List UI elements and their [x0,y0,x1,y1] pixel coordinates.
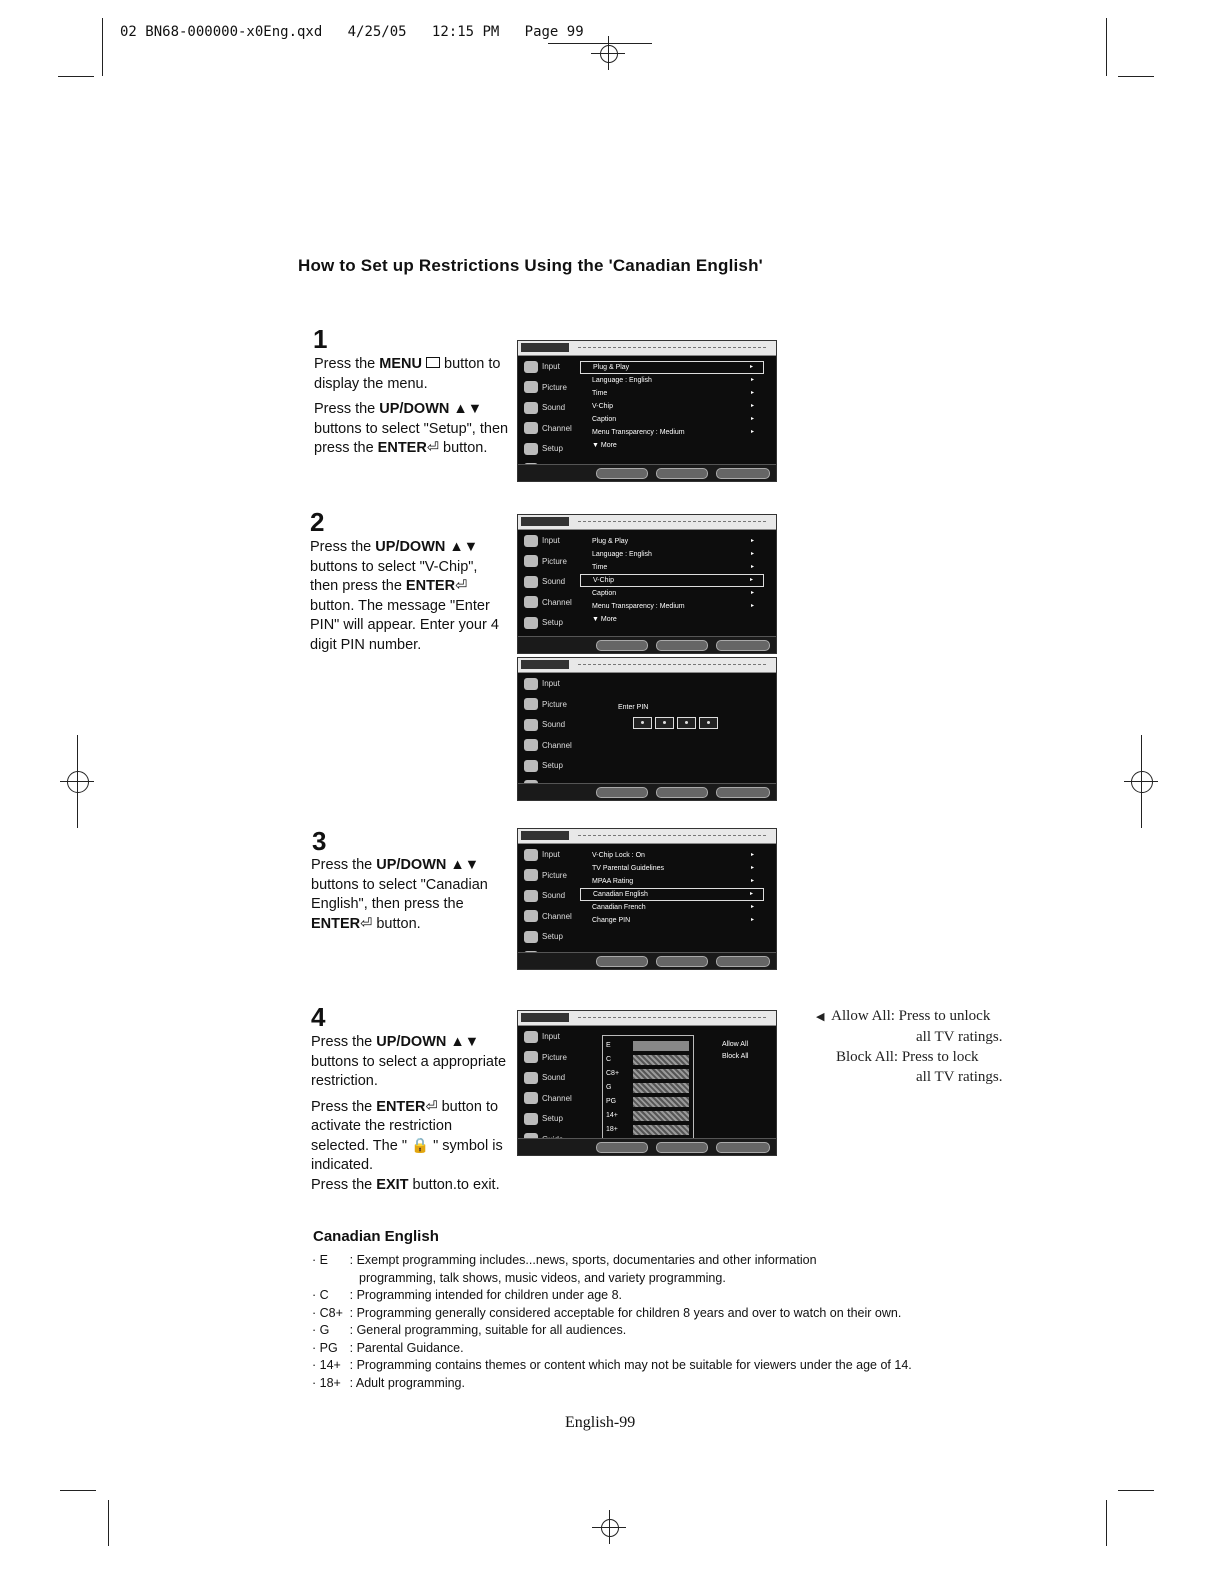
input-icon [524,678,538,690]
step-number: 1 [313,324,328,354]
picture-icon [524,1051,538,1063]
sound-icon [524,1072,538,1084]
step-number: 4 [311,1002,326,1032]
sound-icon [524,576,538,588]
list-item: · 18+ : Adult programming. [312,1375,465,1390]
rating-legend [312,1252,912,1392]
enter-icon: ⏎ [426,440,439,456]
menu-sound: Sound [518,398,578,419]
list-item: · 14+ : Programming contains themes or content which may not be suitable for viewers under the age of 14. [312,1358,912,1372]
crop-mark [1118,1490,1154,1491]
allow-all-option: Allow All [722,1041,749,1048]
step-number: 2 [310,507,325,537]
sound-icon [524,890,538,902]
picture-icon [524,869,538,881]
enter-icon: ⏎ [425,1098,438,1115]
registration-mark [592,1510,626,1544]
menu-icon [426,357,440,368]
step-4-text: Press the UP/DOWN ▲▼ buttons to select a appropriate restriction. Press the ENTER⏎ button to activate the restriction selected. The " 🔒 " symbol is indicated. Press the EXIT button.to exit. [311,1034,507,1193]
crop-mark [58,76,94,77]
tv-screen-setup: Input Picture Sound Channel Setup Plug & Play ▸ Language : English ▸ Time ▸ V-Chip ▸ Caption ▸ Menu Transparency : Medium ▸ ▼ More [517,340,777,482]
step-2-text: Press the UP/DOWN ▲▼ buttons to select "V-Chip", then press the ENTER⏎ button. The message "Enter PIN" will appear. Enter your 4 digit PIN number. [310,539,499,653]
list-item: · C : Programming intended for children under age 8. [312,1288,623,1302]
list-item-cont: programming, talk shows, music videos, and variety programming. [359,1270,726,1285]
print-slug [120,24,584,40]
crop-mark [1118,76,1154,77]
crop-mark [1141,798,1142,828]
setup-icon [524,617,538,629]
enter-icon: ⏎ [360,915,373,932]
picture-icon [524,698,538,710]
pin-boxes [633,716,721,734]
channel-icon [524,910,538,922]
input-icon [524,1031,538,1043]
print-time: 12:15 PM [431,24,500,40]
enter-icon: ⏎ [455,578,468,594]
list-item: · C8+ : Programming generally considered acceptable for children 8 years and over to watch on their own. [312,1305,902,1320]
sound-icon [524,719,538,731]
step-3-text: Press the UP/DOWN ▲▼ buttons to select "Canadian English", then press the ENTER⏎ button. [311,857,488,932]
crop-mark [1106,1500,1107,1546]
crop-mark [60,1490,96,1491]
registration-mark [60,764,94,798]
enter-pin-label: Enter PIN [618,704,649,711]
slug-underline [548,43,652,44]
lock-icon: 🔒 [411,1137,430,1154]
step-1-text: Press the MENU button to display the menu. Press the UP/DOWN ▲▼ buttons to select "Setup", then press the ENTER⏎ button. [314,356,509,456]
crop-mark [1106,18,1107,76]
tv-screen-enter-pin: Input Picture Sound Channel Setup Enter PIN [517,657,777,801]
channel-icon [524,1092,538,1104]
list-item: · G : General programming, suitable for all audiences. [312,1323,627,1337]
channel-icon [524,596,538,608]
picture-icon [524,555,538,567]
tv-screen-vchip-select: Input Picture Sound Channel Setup Plug & Play ▸ Language : English ▸ Time ▸ V-Chip ▸ Caption ▸ Menu Transparency : Medium ▸ ▼ More [517,514,777,654]
picture-icon [524,381,538,393]
page-footer: English-99 [565,1414,636,1431]
page-number: 99 [566,24,584,40]
channel-icon [524,422,538,434]
setup-icon [524,1113,538,1125]
channel-icon [524,739,538,751]
list-item: · PG : Parental Guidance. [312,1340,464,1355]
list-item: · E : Exempt programming includes...news, sports, documentaries and other information [312,1253,817,1267]
registration-mark [591,36,625,70]
menu-input: Input [518,357,578,378]
block-all-option: Block All [722,1053,749,1060]
crop-mark [1141,735,1142,765]
tv-screen-canadian-english: Input Picture Sound Channel Setup E C C8+ G PG 14+ 18+ Allow All Block All [517,1010,777,1156]
tv-screen-vchip-menu: Input Picture Sound Channel Setup V-Chip Lock : On ▸ TV Parental Guidelines ▸ MPAA Rating ▸ Canadian English ▸ Canadian French ▸ Change PIN ▸ [517,828,777,970]
input-icon [524,361,538,373]
setup-icon [524,931,538,943]
allow-block-note: ◀ Allow All: Press to unlock all TV ratings. Block All: Press to lock all TV ratings. [816,1008,1003,1085]
file-info: 02 BN68-000000-x0Eng.qxd [120,24,323,40]
crop-mark [77,798,78,828]
input-icon [524,535,538,547]
up-down-icon: ▲▼ [449,539,479,555]
page-title: How to Set up Restrictions Using the 'Canadian English' [298,256,763,275]
page-label: Page [524,24,559,40]
crop-mark [108,1500,109,1546]
rating-grid: E C C8+ G PG 14+ 18+ [602,1035,694,1145]
crop-mark [102,18,103,76]
crop-mark [77,735,78,765]
bullet-icon: ◀ [816,1011,825,1023]
up-down-icon: ▲▼ [450,857,480,873]
up-down-icon: ▲▼ [453,401,483,417]
up-down-icon: ▲▼ [450,1034,480,1050]
input-icon [524,849,538,861]
menu-picture: Picture [518,378,578,399]
setup-icon [524,443,538,455]
registration-mark [1124,764,1158,798]
menu-setup: Setup [518,439,578,460]
legend-title: Canadian English [313,1228,439,1245]
setup-icon [524,760,538,772]
step-number: 3 [312,826,327,856]
menu-channel: Channel [518,419,578,440]
sound-icon [524,402,538,414]
print-date: 4/25/05 [347,24,407,40]
